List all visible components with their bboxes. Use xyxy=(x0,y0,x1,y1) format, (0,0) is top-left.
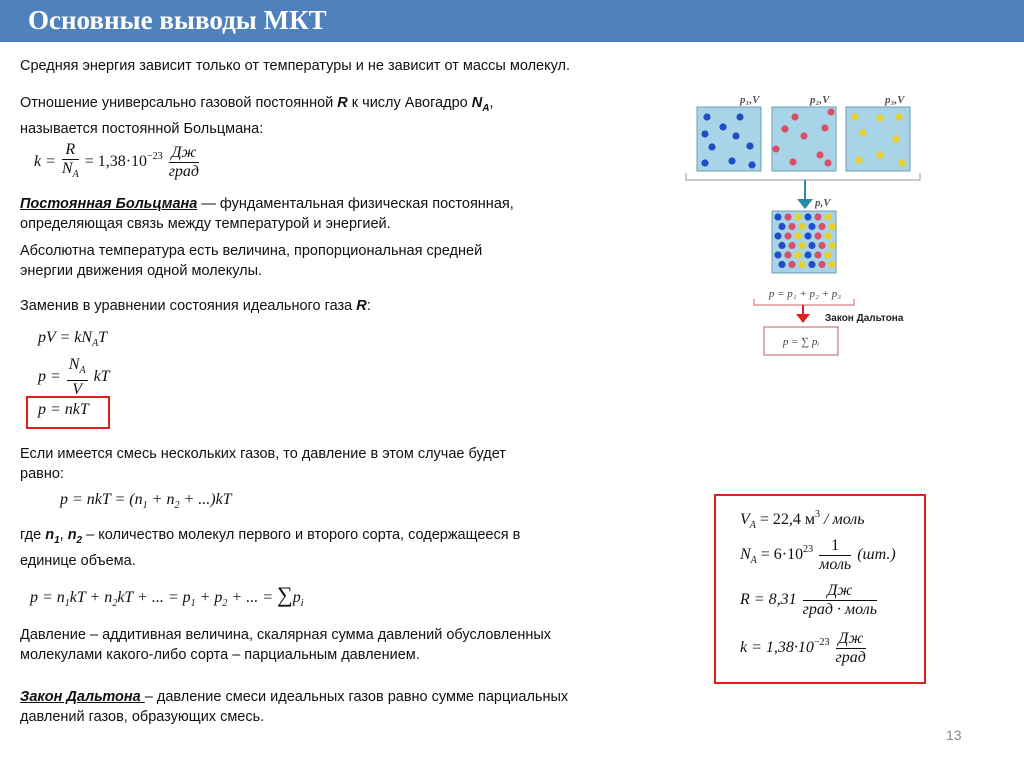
subscript: 2 xyxy=(222,598,228,609)
paragraph-dalton-law xyxy=(20,687,568,727)
symbol-R: R xyxy=(356,298,367,314)
formula-part: + ...)kT xyxy=(179,491,232,508)
molecule-blue xyxy=(804,232,811,239)
molecule-yellow xyxy=(851,113,858,120)
constant-molar-volume xyxy=(740,509,865,531)
label-p2V: p₂,V xyxy=(810,94,830,106)
molecule-blue xyxy=(778,261,785,268)
constant-boltzmann xyxy=(740,630,868,667)
molecule-blue xyxy=(708,143,715,150)
molecule-red xyxy=(827,108,834,115)
molecule-yellow xyxy=(855,156,862,163)
formula-part: = 6·10 xyxy=(760,546,804,564)
paragraph-additive-pressure xyxy=(20,625,551,665)
dalton-law-label: Закон Дальтона xyxy=(825,313,904,324)
molecule-blue xyxy=(778,242,785,249)
text-segment: определяющая связь между температурой и энергией. xyxy=(20,216,391,232)
fraction-denominator: град xyxy=(835,649,866,666)
molecule-blue xyxy=(748,161,755,168)
molecule-red xyxy=(818,242,825,249)
molecule-yellow xyxy=(798,223,805,230)
sigma-symbol: ∑ xyxy=(277,582,293,607)
symbol-R: R xyxy=(337,95,348,111)
text-segment: : xyxy=(366,298,371,314)
exponent: −23 xyxy=(147,151,163,163)
text-segment: называется постоянной Больцмана: xyxy=(20,121,264,137)
formula-part: p xyxy=(292,589,301,606)
molecule-yellow xyxy=(794,213,801,220)
symbol-n2: n xyxy=(67,527,77,543)
molecule-blue xyxy=(774,232,781,239)
fraction-denominator: V xyxy=(72,381,83,398)
molecule-red xyxy=(781,125,788,132)
dalton-law-diagram xyxy=(680,85,930,360)
molecule-yellow xyxy=(828,242,835,249)
formula-part: T xyxy=(98,329,108,346)
subscript: 2 xyxy=(112,598,118,609)
formula-part: k = 1,38·10 xyxy=(740,639,814,657)
molecule-yellow xyxy=(828,261,835,268)
exponent: −23 xyxy=(813,637,830,649)
formula-mixture-pressure xyxy=(60,491,232,511)
text-segment: , xyxy=(489,95,494,111)
formula-part: + ... = xyxy=(227,589,278,606)
molecule-red xyxy=(814,251,821,258)
molecule-yellow xyxy=(824,232,831,239)
formula-part: p = n xyxy=(30,589,65,606)
paragraph-substitute-R xyxy=(20,296,371,316)
fraction xyxy=(836,630,866,667)
formula-part: p = xyxy=(38,368,61,386)
text-segment: , xyxy=(59,527,68,543)
text-segment: — фундаментальная физическая постоянная, xyxy=(197,196,514,212)
formula-part: (шт.) xyxy=(857,546,896,564)
molecule-red xyxy=(814,232,821,239)
molecule-red xyxy=(772,145,779,152)
molecule-blue xyxy=(804,213,811,220)
formula-partial-pressure-sum xyxy=(30,582,303,609)
formula-part: kT xyxy=(93,368,110,386)
molecule-red xyxy=(818,223,825,230)
molecule-red xyxy=(784,232,791,239)
paragraph-boltzmann-definition xyxy=(20,194,514,234)
molecule-yellow xyxy=(892,135,899,142)
formula-part: N xyxy=(740,546,751,564)
fraction-denominator: град xyxy=(168,163,200,180)
molecule-blue xyxy=(778,223,785,230)
formula-part: N xyxy=(61,160,73,177)
fraction xyxy=(62,141,79,184)
text-segment: – давление смеси идеальных газов равно сумме парциальных xyxy=(144,689,569,705)
arrow-down-icon xyxy=(797,199,813,209)
molecule-blue xyxy=(701,130,708,137)
formula-part: = 22,4 м xyxy=(759,511,816,528)
paragraph-n1-n2 xyxy=(20,525,520,571)
molecule-yellow xyxy=(895,113,902,120)
fraction-numerator: R xyxy=(62,141,79,160)
formula-part: kT + n xyxy=(69,589,113,606)
molecule-blue xyxy=(736,113,743,120)
formula-p-fraction xyxy=(38,356,110,399)
paragraph-boltzmann-intro xyxy=(20,93,493,139)
symbol-N: N xyxy=(471,95,483,111)
molecule-red xyxy=(800,132,807,139)
label-pV: p,V xyxy=(815,197,831,209)
molecule-red xyxy=(814,213,821,220)
sum-formula: p = p₁ + p₂ + p₃ xyxy=(768,288,842,300)
text-segment: где xyxy=(20,527,46,543)
text-segment: давлений газов, образующих смесь. xyxy=(20,709,265,725)
fraction-numerator: 1 xyxy=(819,537,851,556)
molecule-yellow xyxy=(798,242,805,249)
molecule-blue xyxy=(808,223,815,230)
fraction-numerator xyxy=(67,356,88,381)
fraction xyxy=(819,537,851,574)
result-formula: p = ∑ pᵢ xyxy=(782,336,820,348)
symbol-n1: n xyxy=(45,527,55,543)
text-segment: к числу Авогадро xyxy=(347,95,472,111)
subscript: A xyxy=(750,555,757,567)
subscript: 1 xyxy=(64,598,70,609)
molecule-blue xyxy=(808,261,815,268)
molecule-red xyxy=(784,251,791,258)
molecule-blue xyxy=(719,123,726,130)
molecule-blue xyxy=(732,132,739,139)
formula-part: V xyxy=(740,511,750,528)
molecule-blue xyxy=(774,251,781,258)
molecule-red xyxy=(818,261,825,268)
text-segment: Давление – аддитивная величина, скалярная сумма давлений обусловленных xyxy=(20,627,552,643)
subscript: 2 xyxy=(76,535,83,546)
subscript: A xyxy=(72,169,79,180)
label-p3V: p₃,V xyxy=(885,94,905,106)
molecule-yellow xyxy=(859,129,866,136)
paragraph-average-energy: Средняя энергия зависит только от температуры и не зависит от массы молекул. xyxy=(20,58,571,74)
molecule-yellow xyxy=(798,261,805,268)
formula-part: k = xyxy=(34,153,56,171)
fraction xyxy=(67,356,88,399)
formula-part: p = nkT = (n xyxy=(60,491,143,508)
molecule-red xyxy=(788,223,795,230)
molecule-yellow xyxy=(794,251,801,258)
page-number: 13 xyxy=(946,727,962,743)
text-segment: Абсолютна температура есть величина, пропорциональная средней xyxy=(20,243,483,259)
molecule-blue xyxy=(703,113,710,120)
formula-part: = 1,38·10 xyxy=(84,153,148,171)
paragraph-gas-mixture xyxy=(20,444,506,484)
text-segment: Отношение универсально газовой постоянной xyxy=(20,95,338,111)
text-segment: Заменив в уравнении состояния идеального газа xyxy=(20,298,357,314)
molecule-red xyxy=(821,124,828,131)
formula-boltzmann-constant xyxy=(34,141,201,184)
molecule-blue xyxy=(728,157,735,164)
subscript: A xyxy=(79,365,86,376)
subscript: 1 xyxy=(54,535,60,546)
molecule-yellow xyxy=(898,159,905,166)
formula-pV xyxy=(38,329,107,349)
fraction-denominator xyxy=(62,160,79,184)
text-segment: энергии движения одной молекулы. xyxy=(20,263,263,279)
molecule-yellow xyxy=(824,251,831,258)
arrow-down-red-icon xyxy=(796,314,810,323)
molecule-blue xyxy=(808,242,815,249)
molecule-red xyxy=(824,159,831,166)
molecule-red xyxy=(784,213,791,220)
fraction-denominator: град · моль xyxy=(802,601,877,618)
top-bracket xyxy=(686,173,920,180)
formula-part: / моль xyxy=(820,511,865,528)
formula-part: R = 8,31 xyxy=(740,591,797,609)
formula-part: N xyxy=(68,356,80,373)
molecule-red xyxy=(789,158,796,165)
symbol-N-sub: A xyxy=(482,103,490,114)
subscript: 1 xyxy=(190,598,196,609)
formula-part: kT + ... = p xyxy=(117,589,191,606)
formula-part: pV = kN xyxy=(38,329,93,346)
text-segment: молекулами какого-либо сорта – парциальным давлением. xyxy=(20,647,420,663)
formula-part: + p xyxy=(195,589,223,606)
exponent: 23 xyxy=(803,544,814,556)
text-segment: – количество молекул первого и второго сорта, содержащееся в xyxy=(82,527,521,543)
fraction-numerator: Дж xyxy=(169,144,199,163)
subscript: 2 xyxy=(174,500,180,511)
molecule-red xyxy=(816,151,823,158)
molecule-yellow xyxy=(876,151,883,158)
term-dalton-law: Закон Дальтона xyxy=(20,689,145,705)
subscript: 1 xyxy=(142,500,148,511)
fraction-denominator: моль xyxy=(819,556,852,573)
term-boltzmann-constant: Постоянная Больцмана xyxy=(20,196,198,212)
subscript: A xyxy=(749,520,756,531)
constant-avogadro xyxy=(740,537,896,574)
unit-fraction xyxy=(169,144,199,181)
constant-gas-R xyxy=(740,582,879,619)
molecule-yellow xyxy=(824,213,831,220)
exponent: 3 xyxy=(815,509,821,520)
molecule-yellow xyxy=(828,223,835,230)
formula-part: + n xyxy=(147,491,175,508)
subscript: A xyxy=(92,338,99,349)
text-segment: единице объема. xyxy=(20,553,136,569)
molecule-red xyxy=(791,113,798,120)
text-segment: Если имеется смесь нескольких газов, то давление в этом случае будет xyxy=(20,446,506,462)
fraction-numerator: Дж xyxy=(836,630,866,649)
molecule-yellow xyxy=(876,114,883,121)
slide-title: Основные выводы МКТ xyxy=(28,5,327,35)
molecule-blue xyxy=(701,159,708,166)
molecule-blue xyxy=(804,251,811,258)
molecule-yellow xyxy=(794,232,801,239)
text-segment: равно: xyxy=(20,466,64,482)
fraction-numerator: Дж xyxy=(803,582,877,601)
label-p1V: p₁,V xyxy=(740,94,760,106)
formula-p-nkT: p = nkT xyxy=(38,401,89,418)
subscript: i xyxy=(300,598,304,609)
paragraph-absolute-temperature xyxy=(20,241,482,281)
molecule-red xyxy=(788,261,795,268)
molecule-blue xyxy=(774,213,781,220)
title-bar xyxy=(0,0,1024,42)
molecule-blue xyxy=(746,142,753,149)
fraction xyxy=(803,582,877,619)
molecule-red xyxy=(788,242,795,249)
